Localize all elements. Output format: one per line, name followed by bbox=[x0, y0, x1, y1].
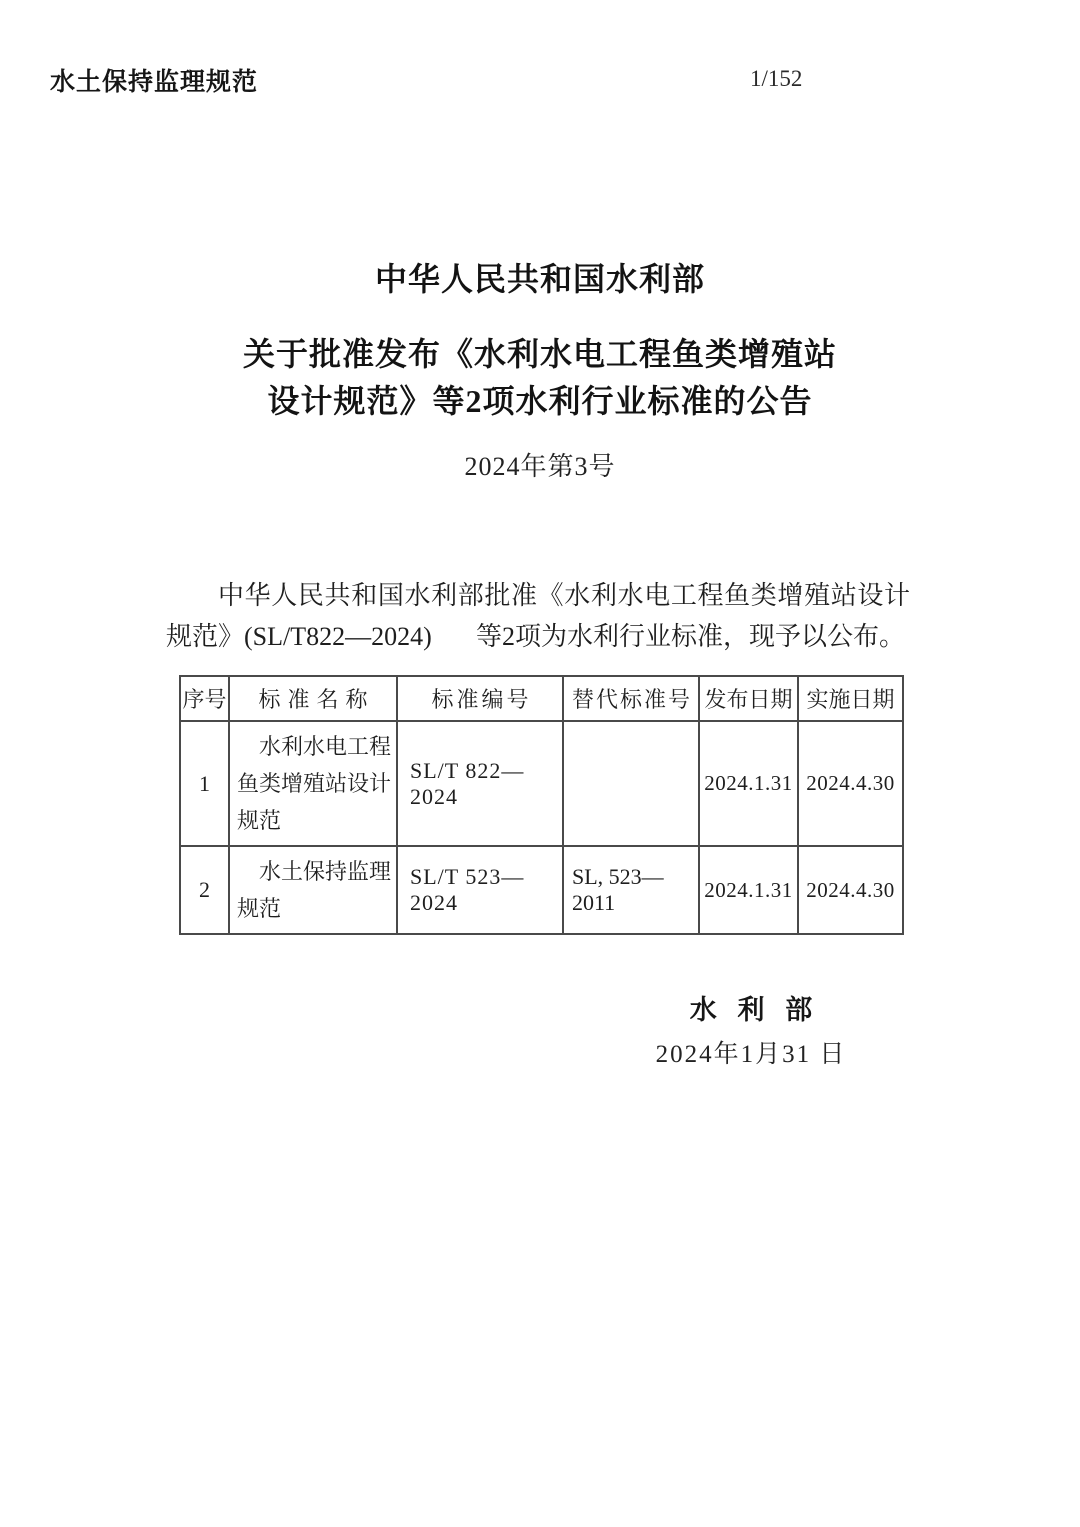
announcement-title-line-1: 关于批准发布《水利水电工程鱼类增殖站 bbox=[242, 336, 837, 372]
header-cell-name: 标准名称 bbox=[229, 676, 397, 721]
announcement-body bbox=[166, 575, 910, 657]
cell-implement-date: 2024.4.30 bbox=[798, 846, 903, 934]
cell-code: SL/T 523—2024 bbox=[397, 846, 563, 934]
header-cell-code: 标准编号 bbox=[397, 676, 563, 721]
announcement-title bbox=[0, 331, 1080, 425]
announcement-title-line-2: 设计规范》等2项水利行业标准的公告 bbox=[267, 383, 813, 419]
table-header-row bbox=[180, 676, 903, 721]
header-cell-implement-date: 实施日期 bbox=[798, 676, 903, 721]
body-text-part-2: 等2项为水利行业标准，现予以公布。 bbox=[475, 622, 905, 651]
header-cell-index: 序号 bbox=[180, 676, 229, 721]
cell-replaced bbox=[563, 721, 699, 846]
cell-name: 水土保持监理规范 bbox=[229, 846, 397, 934]
cell-code: SL/T 822—2024 bbox=[397, 721, 563, 846]
cell-replaced: SL, 523—2011 bbox=[563, 846, 699, 934]
standards-table bbox=[179, 675, 904, 935]
cell-name: 水利水电工程鱼类增殖站设计规范 bbox=[229, 721, 397, 846]
cell-publish-date: 2024.1.31 bbox=[699, 846, 798, 934]
page-number: 1/152 bbox=[750, 66, 803, 91]
ministry-title: 中华人民共和国水利部 bbox=[374, 261, 705, 297]
signature-organization: 水 利 部 bbox=[689, 995, 813, 1025]
signature-date: 2024年1月31 日 bbox=[655, 1041, 847, 1068]
doc-number: 2024年第3号 bbox=[464, 452, 616, 481]
cell-index: 2 bbox=[180, 846, 229, 934]
header-cell-replaced: 替代标准号 bbox=[563, 676, 699, 721]
body-text-part-1: 中华人民共和国水利部批准《水利水电工程鱼类增殖站设计规范》(SL/T822—2024) bbox=[166, 581, 910, 651]
cell-implement-date: 2024.4.30 bbox=[798, 721, 903, 846]
standards-table-header bbox=[180, 676, 903, 721]
standards-table-body bbox=[180, 721, 903, 934]
cell-publish-date: 2024.1.31 bbox=[699, 721, 798, 846]
header-cell-publish-date: 发布日期 bbox=[699, 676, 798, 721]
running-header-title: 水土保持监理规范 bbox=[50, 68, 259, 96]
table-row bbox=[180, 721, 903, 846]
cell-index: 1 bbox=[180, 721, 229, 846]
table-row bbox=[180, 846, 903, 934]
